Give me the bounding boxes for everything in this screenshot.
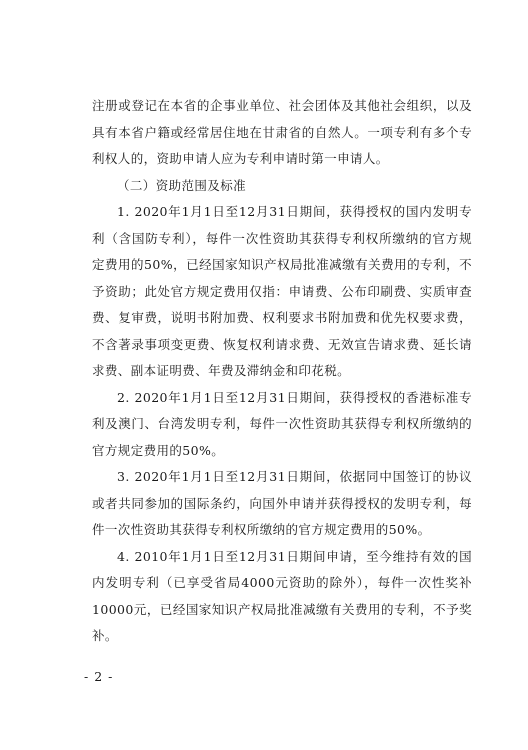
page-number: - 2 - bbox=[84, 669, 114, 684]
paragraph-item-1: 1. 2020年1月1日至12月31日期间，获得授权的国内发明专利（含国防专利），每件一次性资助其获得专利权所缴纳的官方规定费用的50%，已经国家知识产权局批准减缴有关费用的专利，不予资助；此处官方规定费用仅指：申请费、公布印刷费、实质审查费、复审费，说明书附加费、权利要求书附加费和优先权要求费，不含著录事项变更费、恢复权利请求费、无效宣告请求费、延长请求费、副本证明费、年费及滞纳金和印花税。 bbox=[92, 204, 472, 378]
document-body bbox=[92, 93, 472, 650]
paragraph-item-4: 4. 2010年1月1日至12月31日期间申请，至今维持有效的国内发明专利（已享受省局4000元资助的除外），每件一次性奖补10000元，已经国家知识产权局批准减缴有关费用的专利，不予奖补。 bbox=[92, 548, 472, 643]
section-heading-scope-and-standards: （二）资助范围及标准 bbox=[117, 177, 247, 193]
paragraph-eligibility-continued: 注册或登记在本省的企事业单位、社会团体及其他社会组织，以及具有本省户籍或经常居住地在甘肃省的自然人。一项专利有多个专利权人的，资助申请人应为专利申请时第一申请人。 bbox=[92, 98, 472, 166]
paragraph-item-2: 2. 2020年1月1日至12月31日期间，获得授权的香港标准专利及澳门、台湾发明专利，每件一次性资助其获得专利权所缴纳的官方规定费用的50%。 bbox=[92, 389, 472, 458]
paragraph-item-3: 3. 2020年1月1日至12月31日期间，依据同中国签订的协议或者共同参加的国际条约，向国外申请并获得授权的发明专利，每件一次性资助其获得专利权所缴纳的官方规定费用的50%。 bbox=[92, 469, 472, 537]
